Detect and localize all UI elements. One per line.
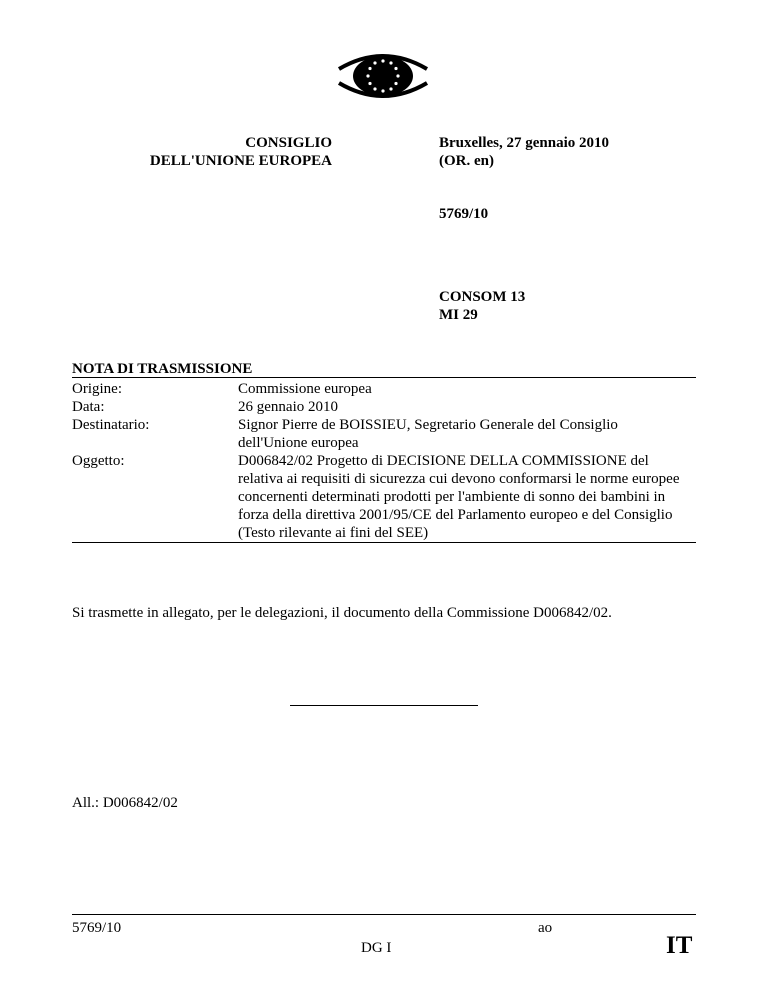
- subject-line: relativa ai requisiti di sicurezza cui devono conformarsi le norme europee: [238, 471, 680, 487]
- place-date-block: [439, 134, 609, 170]
- place-date: Bruxelles, 27 gennaio 2010: [439, 135, 610, 151]
- subject-line: forza della direttiva 2001/95/CE del Parlamento europeo e del Consiglio: [238, 507, 673, 523]
- subject-line: D006842/02 Progetto di DECISIONE DELLA COMMISSIONE del: [238, 453, 649, 469]
- note-top-rule: [72, 377, 696, 378]
- footer-rule: [72, 914, 696, 915]
- note-title: NOTA DI TRASMISSIONE: [72, 361, 253, 377]
- classification-block: [439, 288, 525, 324]
- subject-line: (Testo rilevante ai fini del SEE): [238, 525, 429, 541]
- original-language: (OR. en): [439, 153, 494, 169]
- field-value: [238, 416, 698, 452]
- class-code-2: MI 29: [439, 307, 478, 323]
- eu-council-logo-icon: [333, 48, 433, 104]
- footer-language: IT: [666, 932, 693, 959]
- field-label: Oggetto:: [72, 453, 125, 469]
- doc-number: 5769/10: [439, 206, 489, 222]
- class-code-1: CONSOM 13: [439, 289, 526, 305]
- body-text: Si trasmette in allegato, per le delegazioni, il documento della Commissione D006842/02.: [72, 605, 612, 621]
- field-value: [238, 452, 698, 542]
- footer-initials: ao: [538, 920, 553, 936]
- field-label: Destinatario:: [72, 417, 150, 433]
- field-label: Data:: [72, 399, 105, 415]
- field-value-line: Signor Pierre de BOISSIEU, Segretario Generale del Consiglio: [238, 417, 618, 433]
- issuer-line-1: CONSIGLIO: [245, 135, 332, 151]
- issuer-block: [60, 134, 332, 170]
- separator-rule: [290, 705, 478, 706]
- field-value-line: dell'Unione europea: [238, 435, 359, 451]
- field-value: 26 gennaio 2010: [238, 399, 338, 415]
- field-label: Origine:: [72, 381, 122, 397]
- field-value: Commissione europea: [238, 381, 372, 397]
- issuer-line-2: DELL'UNIONE EUROPEA: [149, 153, 332, 169]
- footer-directorate: DG I: [361, 940, 392, 956]
- enclosure: All.: D006842/02: [72, 795, 178, 811]
- note-bottom-rule: [72, 542, 696, 543]
- footer-doc-number: 5769/10: [72, 920, 122, 936]
- subject-line: concernenti determinati prodotti per l'ambiente di sonno dei bambini in: [238, 489, 666, 505]
